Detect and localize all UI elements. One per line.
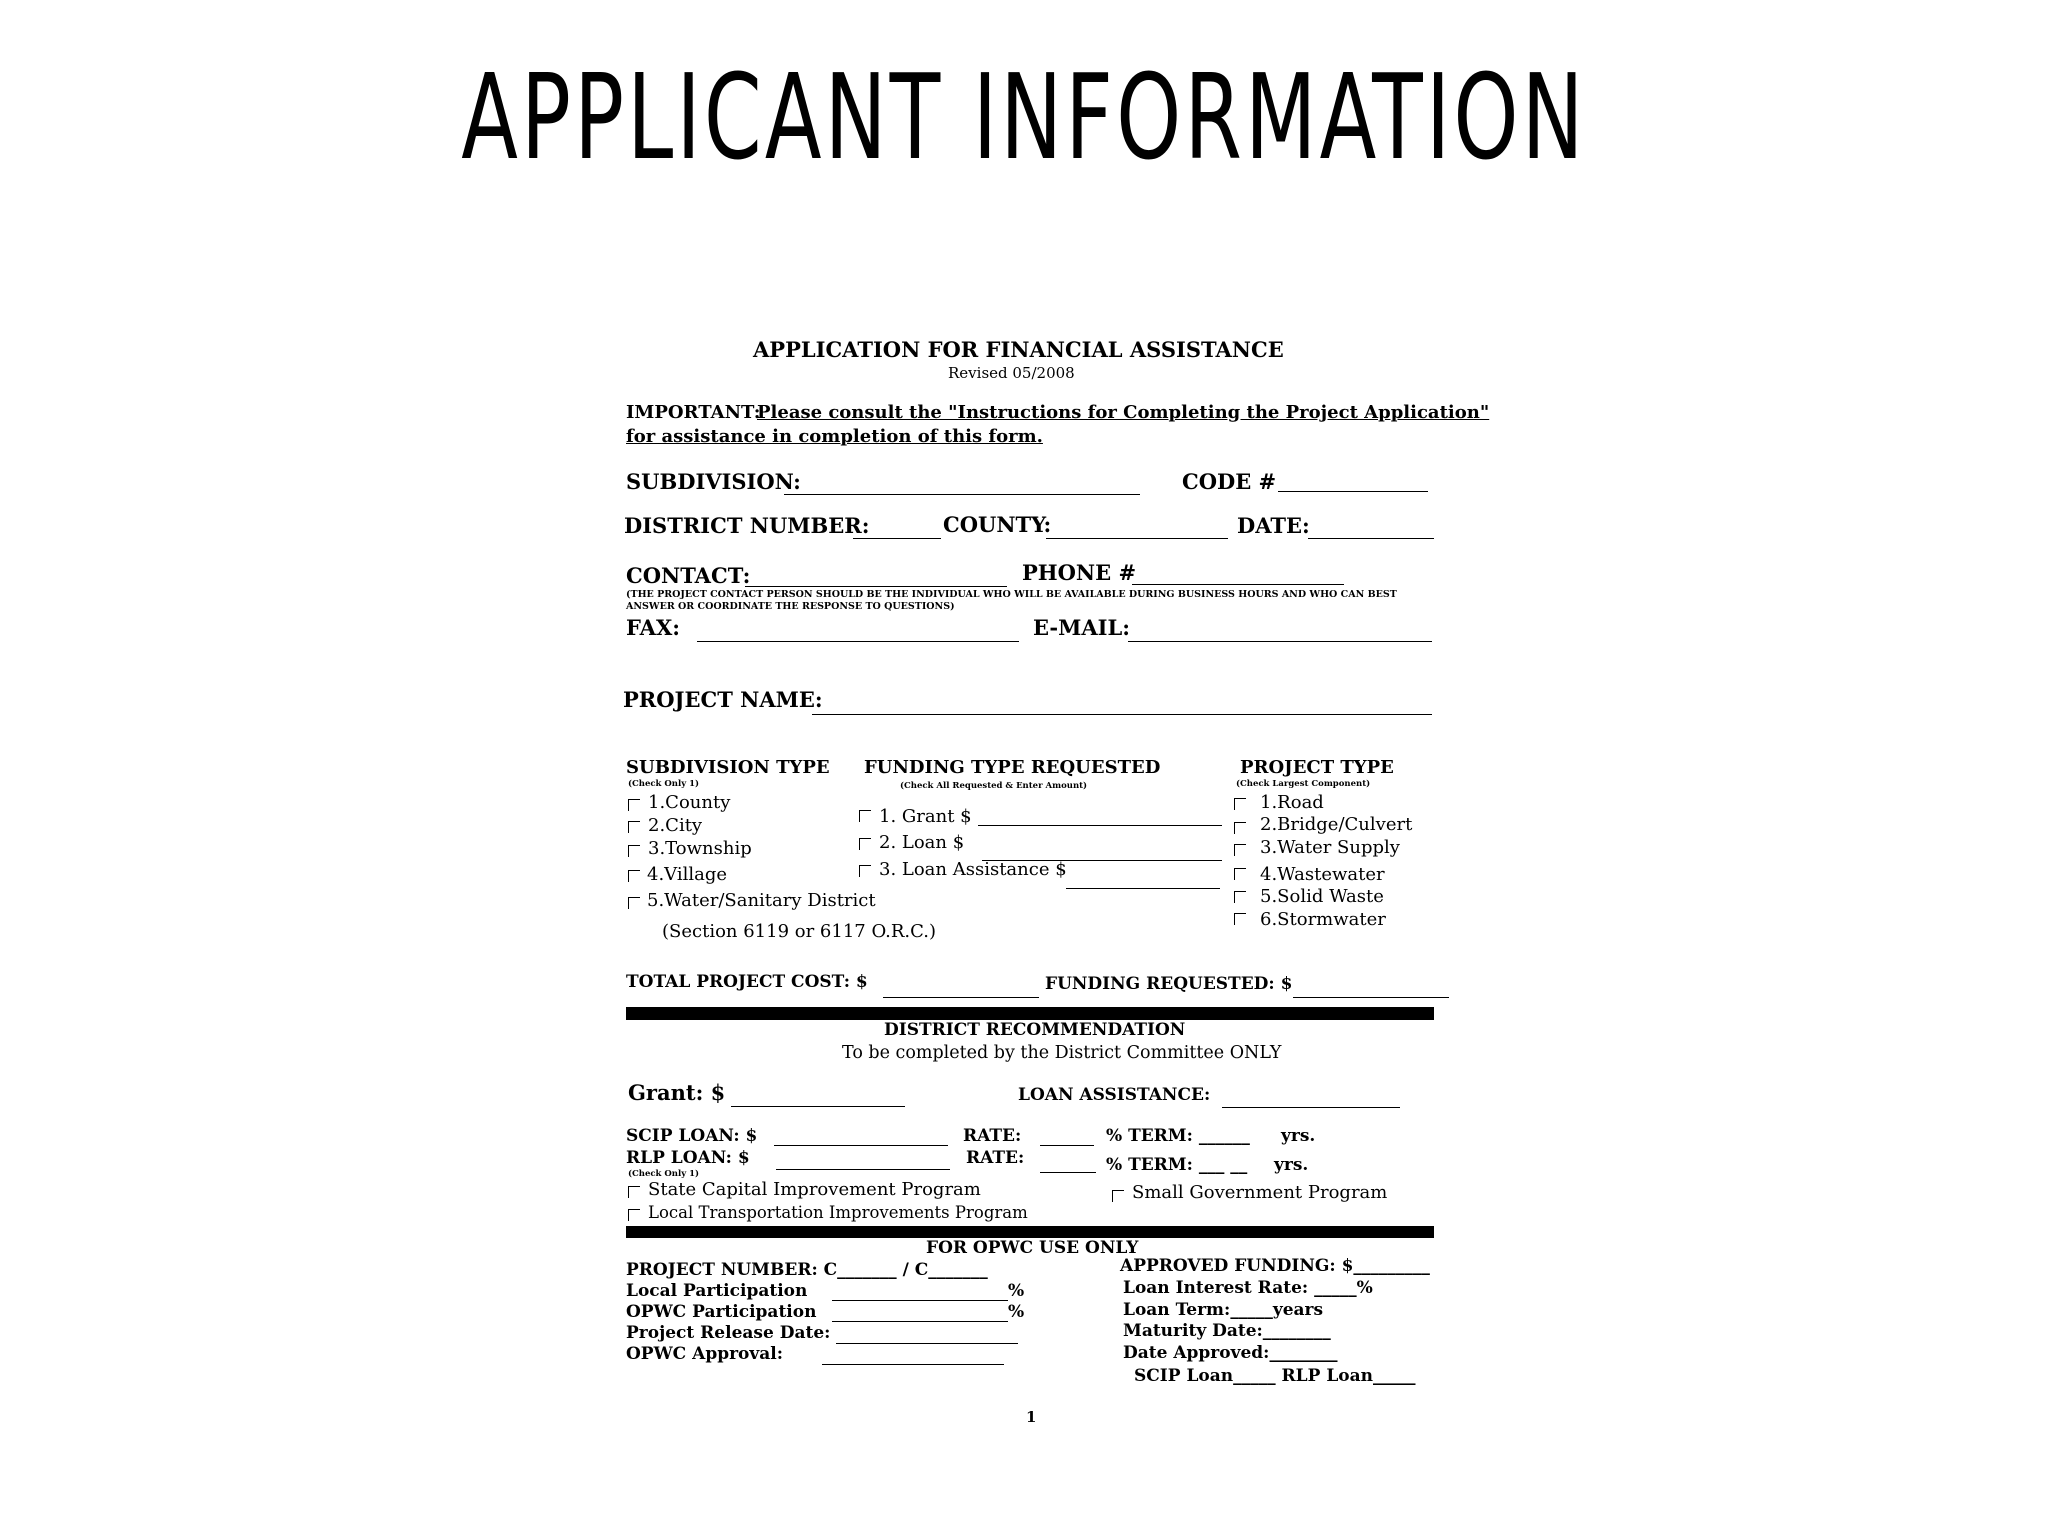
- project-type-checkbox[interactable]: [1234, 844, 1246, 856]
- grant-label: Grant: $: [628, 1080, 726, 1105]
- contact-field[interactable]: [745, 586, 1007, 587]
- revised-date: Revised 05/2008: [948, 364, 1075, 382]
- rlp-rate-field[interactable]: [1040, 1172, 1096, 1173]
- code-label: CODE #: [1182, 469, 1277, 494]
- important-text-2: for assistance in completion of this form.: [626, 426, 1043, 447]
- loan-term: Loan Term:_____years: [1123, 1300, 1324, 1320]
- important-text-1: Please consult the "Instructions for Completing the Project Application": [757, 402, 1490, 423]
- local-participation-field[interactable]: [832, 1300, 1008, 1301]
- approved-funding: APPROVED FUNDING: $_________: [1120, 1256, 1430, 1276]
- code-field[interactable]: [1278, 491, 1428, 492]
- total-project-cost-label: TOTAL PROJECT COST: $: [626, 972, 868, 992]
- subdivision-type-checkbox[interactable]: [628, 821, 640, 833]
- funding-requested-label: FUNDING REQUESTED: $: [1045, 974, 1293, 994]
- opwc-approval-label: OPWC Approval:: [626, 1344, 784, 1364]
- funding-type-note: (Check All Requested & Enter Amount): [900, 781, 1088, 791]
- subdivision-type-checkbox[interactable]: [628, 897, 640, 909]
- subdivision-type-option: 4.Village: [647, 864, 728, 885]
- subdivision-field[interactable]: [784, 494, 1140, 495]
- yrs-label: yrs.: [1281, 1126, 1316, 1146]
- important-label: IMPORTANT:: [626, 402, 761, 423]
- section-divider: [626, 1226, 1434, 1238]
- project-type-option: 2.Bridge/Culvert: [1260, 814, 1413, 835]
- project-type-note: (Check Largest Component): [1236, 779, 1371, 789]
- project-type-checkbox[interactable]: [1234, 868, 1246, 880]
- local-participation-label: Local Participation: [626, 1281, 808, 1301]
- funding-type-option: 2. Loan $: [879, 832, 965, 853]
- funding-type-checkbox[interactable]: [859, 838, 871, 850]
- fax-field[interactable]: [697, 641, 1019, 642]
- program-checkbox[interactable]: [628, 1186, 640, 1198]
- opwc-participation-field[interactable]: [832, 1321, 1008, 1322]
- slide-title: APPLICANT INFORMATION: [461, 48, 1587, 186]
- contact-note-2: ANSWER OR COORDINATE THE RESPONSE TO QUESTIONS): [626, 601, 955, 612]
- project-type-header: PROJECT TYPE: [1240, 757, 1394, 778]
- district-header: DISTRICT RECOMMENDATION: [884, 1020, 1186, 1040]
- subdivision-type-option: 5.Water/Sanitary District: [647, 890, 876, 911]
- district-number-field[interactable]: [853, 538, 941, 539]
- district-subheader: To be completed by the District Committee ONLY: [842, 1043, 1282, 1063]
- subdivision-type-option: 2.City: [648, 815, 703, 836]
- percent-sign: %: [1008, 1281, 1025, 1301]
- scip-rate-field[interactable]: [1040, 1145, 1094, 1146]
- contact-note: (THE PROJECT CONTACT PERSON SHOULD BE THE INDIVIDUAL WHO WILL BE AVAILABLE DURING BUSINESS HOURS AND WHO CAN BEST: [626, 589, 1397, 600]
- opwc-header: FOR OPWC USE ONLY: [926, 1238, 1139, 1258]
- opwc-participation-label: OPWC Participation: [626, 1302, 817, 1322]
- small-gov-checkbox[interactable]: [1112, 1190, 1124, 1202]
- phone-label: PHONE #: [1022, 560, 1137, 585]
- date-label: DATE:: [1237, 513, 1310, 538]
- county-field[interactable]: [1046, 538, 1228, 539]
- grant-amount-field[interactable]: [978, 825, 1222, 826]
- term-label: % TERM: ___ __: [1106, 1155, 1248, 1175]
- project-type-checkbox[interactable]: [1234, 798, 1246, 810]
- funding-type-option: 3. Loan Assistance $: [879, 859, 1067, 880]
- rlp-loan-label: RLP LOAN: $: [626, 1148, 750, 1168]
- funding-type-checkbox[interactable]: [859, 810, 871, 822]
- release-date-field[interactable]: [836, 1343, 1018, 1344]
- funding-type-header: FUNDING TYPE REQUESTED: [864, 757, 1161, 778]
- funding-type-option: 1. Grant $: [879, 806, 972, 827]
- subdivision-type-checkbox[interactable]: [628, 799, 640, 811]
- yrs-label: yrs.: [1274, 1155, 1309, 1175]
- section-note: (Section 6119 or 6117 O.R.C.): [662, 921, 937, 942]
- program-option: State Capital Improvement Program: [648, 1179, 981, 1200]
- subdivision-type-header: SUBDIVISION TYPE: [626, 757, 830, 778]
- rate-label: RATE:: [966, 1148, 1025, 1168]
- loan-interest-rate: Loan Interest Rate: _____%: [1123, 1278, 1373, 1298]
- email-field[interactable]: [1128, 641, 1432, 642]
- project-type-option: 5.Solid Waste: [1260, 886, 1384, 907]
- funding-requested-field[interactable]: [1293, 997, 1449, 998]
- maturity-date: Maturity Date:________: [1123, 1321, 1331, 1341]
- project-type-option: 4.Wastewater: [1260, 864, 1385, 885]
- page-number: 1: [1026, 1408, 1037, 1426]
- scip-loan-field[interactable]: [774, 1145, 948, 1146]
- project-type-option: 6.Stormwater: [1260, 909, 1386, 930]
- loan-assistance-field[interactable]: [1222, 1107, 1400, 1108]
- subdivision-label: SUBDIVISION:: [626, 469, 801, 494]
- form-title: APPLICATION FOR FINANCIAL ASSISTANCE: [753, 337, 1284, 362]
- county-label: COUNTY:: [943, 512, 1052, 537]
- section-divider: [626, 1007, 1434, 1020]
- small-gov-label: Small Government Program: [1132, 1182, 1388, 1203]
- email-label: E-MAIL:: [1033, 615, 1130, 640]
- phone-field[interactable]: [1132, 584, 1344, 585]
- program-check-note: (Check Only 1): [628, 1169, 700, 1179]
- scip-rlp-loan: SCIP Loan_____ RLP Loan_____: [1134, 1366, 1416, 1386]
- scip-loan-label: SCIP LOAN: $: [626, 1126, 758, 1146]
- project-type-checkbox[interactable]: [1234, 913, 1246, 925]
- subdivision-type-checkbox[interactable]: [628, 870, 640, 882]
- subdivision-type-option: 1.County: [648, 792, 731, 813]
- opwc-approval-field[interactable]: [822, 1364, 1004, 1365]
- term-label: % TERM: ______: [1106, 1126, 1250, 1146]
- date-field[interactable]: [1308, 538, 1434, 539]
- subdivision-type-note: (Check Only 1): [628, 779, 700, 789]
- grant-field[interactable]: [731, 1106, 905, 1107]
- subdivision-type-option: 3.Township: [648, 838, 752, 859]
- project-type-option: 3.Water Supply: [1260, 837, 1400, 858]
- total-project-cost-field[interactable]: [883, 997, 1039, 998]
- fax-label: FAX:: [626, 615, 681, 640]
- percent-sign: %: [1008, 1302, 1025, 1322]
- program-option: Local Transportation Improvements Program: [648, 1203, 1028, 1222]
- project-type-option: 1.Road: [1260, 792, 1324, 813]
- funding-type-checkbox[interactable]: [859, 865, 871, 877]
- loan-assistance-amount-field[interactable]: [1066, 888, 1220, 889]
- program-checkbox[interactable]: [628, 1209, 640, 1221]
- loan-assistance-label: LOAN ASSISTANCE:: [1018, 1085, 1211, 1105]
- project-name-field[interactable]: [812, 714, 1432, 715]
- contact-label: CONTACT:: [626, 563, 751, 588]
- date-approved: Date Approved:________: [1123, 1343, 1338, 1363]
- release-date-label: Project Release Date:: [626, 1323, 831, 1343]
- district-number-label: DISTRICT NUMBER:: [624, 513, 870, 538]
- project-type-checkbox[interactable]: [1234, 822, 1246, 834]
- subdivision-type-checkbox[interactable]: [628, 845, 640, 857]
- project-number: PROJECT NUMBER: C_______ / C_______: [626, 1260, 988, 1280]
- rate-label: RATE:: [963, 1126, 1022, 1146]
- project-type-checkbox[interactable]: [1234, 891, 1246, 903]
- rlp-loan-field[interactable]: [776, 1169, 950, 1170]
- project-name-label: PROJECT NAME:: [623, 687, 823, 712]
